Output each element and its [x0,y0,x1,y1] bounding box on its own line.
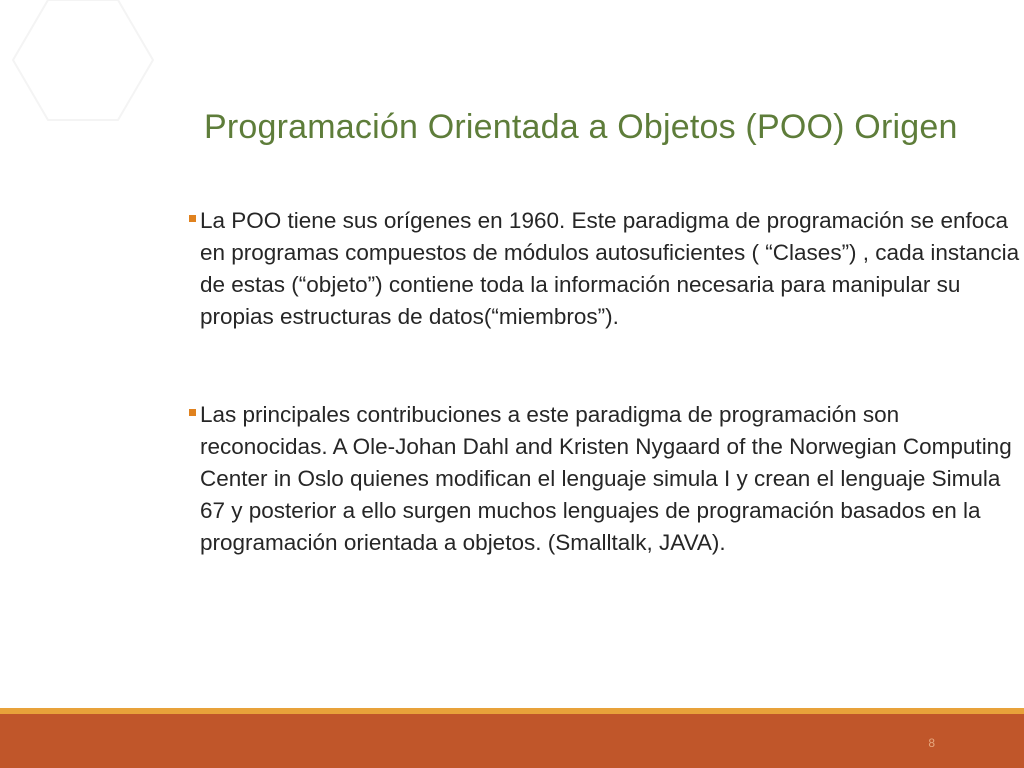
bullet-item [186,205,1022,333]
bullet-item [186,399,1022,559]
square-bullet-icon [189,215,196,222]
bullet-list [186,205,1022,559]
square-bullet-icon [189,409,196,416]
footer-bar [0,714,1024,768]
hexagon-decoration [0,0,160,180]
slide-title: Programación Orientada a Objetos (POO) Origen [204,108,958,146]
bullet-text: Las principales contribuciones a este paradigma de programación son reconocidas. A Ole-Johan Dahl and Kristen Nygaard of the Norwegian Computing Center in Oslo quienes modifican el lenguaje simula I y crean el lenguaje Simula 67 y posterior a ello surgen muchos lenguajes de programación basados en la programación orientada a objetos. (Smalltalk, JAVA). [200,402,1012,555]
page-number: 8 [928,736,935,750]
hexagon-shape [13,0,153,120]
bullet-text: La POO tiene sus orígenes en 1960. Este paradigma de programación se enfoca en programas compuestos de módulos autosuficientes ( “Clases”) , cada instancia de estas (“objeto”) contiene toda la información necesaria para manipular su propias estructuras de datos(“miembros”). [200,208,1020,329]
